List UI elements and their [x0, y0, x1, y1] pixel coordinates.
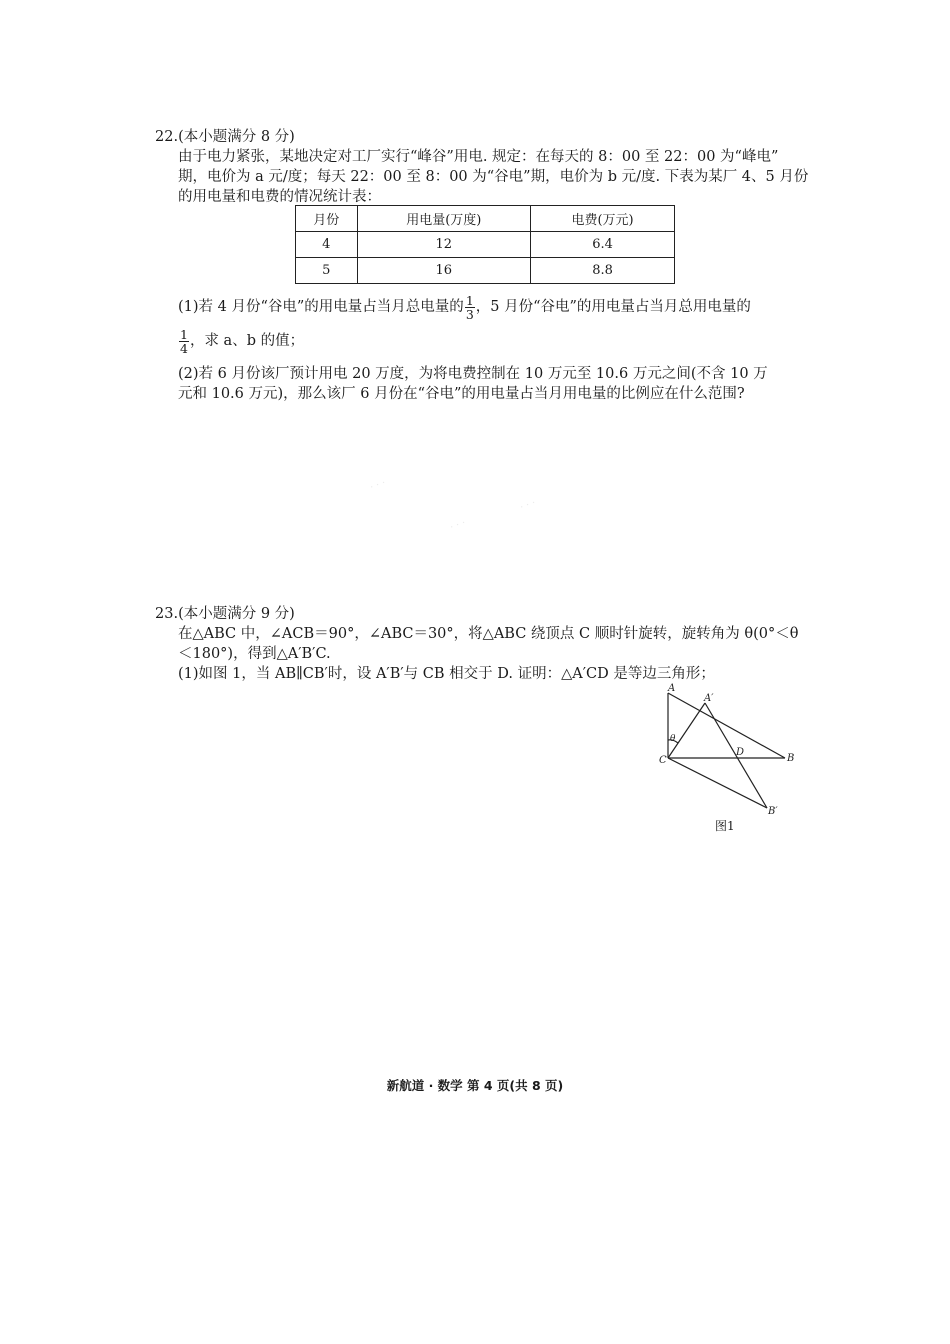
fraction-numerator: 1 [465, 292, 474, 308]
q23-number: 23. [155, 606, 179, 622]
q22-score: (本小题满分 8 分) [178, 129, 295, 145]
figure-caption: 图1 [715, 819, 735, 833]
q22-part2-line: 元和 10.6 万元)，那么该厂 6 月份在“谷电”的用电量占当月用电量的比例应在什么范围? [178, 386, 745, 402]
table-cell: 6.4 [531, 232, 675, 258]
fraction-one-quarter [179, 328, 189, 355]
usage-table [295, 205, 675, 284]
fraction-denominator: 3 [465, 306, 474, 322]
q22-part1-text: ，求 a、b 的值； [189, 333, 305, 349]
table-cell: 4 [296, 232, 358, 258]
label-B: B [787, 753, 795, 764]
q22-header [155, 127, 295, 147]
q23-intro [178, 624, 798, 684]
table-cell: 16 [357, 258, 531, 284]
segment-AB [668, 693, 785, 758]
q23-intro-line: ＜180°)，得到△A′B′C. [178, 646, 331, 662]
page-footer: 新航道 · 数学 第 4 页(共 8 页) [386, 1078, 564, 1093]
q23-intro-line: 在△ABC 中，∠ACB＝90°，∠ABC＝30°，将△ABC 绕顶点 C 顺时针旋转，旋转角为 θ(0°＜θ [178, 626, 799, 642]
fraction-denominator: 4 [180, 340, 188, 356]
table-header-cell: 用电量(万度) [357, 206, 531, 232]
watermark: · · · [518, 497, 538, 514]
watermark: · · · [448, 517, 468, 534]
q22-part1-text: (1)若 4 月份“谷电”的用电量占当月总电量的 [178, 299, 464, 315]
q22-part2 [178, 364, 798, 404]
q22-intro-line: 期，电价为 a 元/度；每天 22：00 至 8：00 为“谷电”期，电价为 b 元/度. 下表为某厂 4、5 月份 [178, 169, 809, 185]
label-A-prime: A′ [704, 693, 714, 704]
segment-CA-prime [668, 703, 705, 758]
q22-part2-line: (2)若 6 月份该厂预计用电 20 万度，为将电费控制在 10 万元至 10.6 万元之间(不含 10 万 [178, 366, 768, 382]
fraction-numerator: 1 [180, 326, 188, 342]
table-cell: 5 [296, 258, 358, 284]
q22-part1 [178, 292, 798, 356]
label-theta: θ [670, 734, 676, 744]
q22-intro-line: 的用电量和电费的情况统计表： [178, 189, 381, 205]
label-A: A [668, 683, 676, 694]
table-row [296, 258, 675, 284]
table-header-row [296, 206, 675, 232]
label-D: D [736, 747, 745, 758]
table-row [296, 232, 675, 258]
table-cell: 12 [357, 232, 531, 258]
label-B-prime: B′ [768, 806, 778, 817]
table-header-cell: 月份 [296, 206, 358, 232]
geometry-figure-1 [655, 680, 805, 820]
table-cell: 8.8 [531, 258, 675, 284]
table-header-cell: 电费(万元) [531, 206, 675, 232]
fraction-one-third [465, 294, 475, 321]
q22-intro-line: 由于电力紧张，某地决定对工厂实行“峰谷”用电. 规定：在每天的 8：00 至 22：00 为“峰电” [178, 149, 779, 165]
q22-part1-text: ，5 月份“谷电”的用电量占当月总用电量的 [475, 299, 751, 315]
q23-score: (本小题满分 9 分) [178, 606, 295, 622]
q22-intro [178, 147, 809, 207]
watermark: · · · [368, 477, 388, 494]
q23-header [155, 604, 295, 624]
q23-part1: (1)如图 1，当 AB∥CB′时，设 A′B′与 CB 相交于 D. 证明：△A′CD 是等边三角形； [178, 666, 715, 682]
label-C: C [659, 755, 667, 766]
q22-number: 22. [155, 129, 179, 145]
